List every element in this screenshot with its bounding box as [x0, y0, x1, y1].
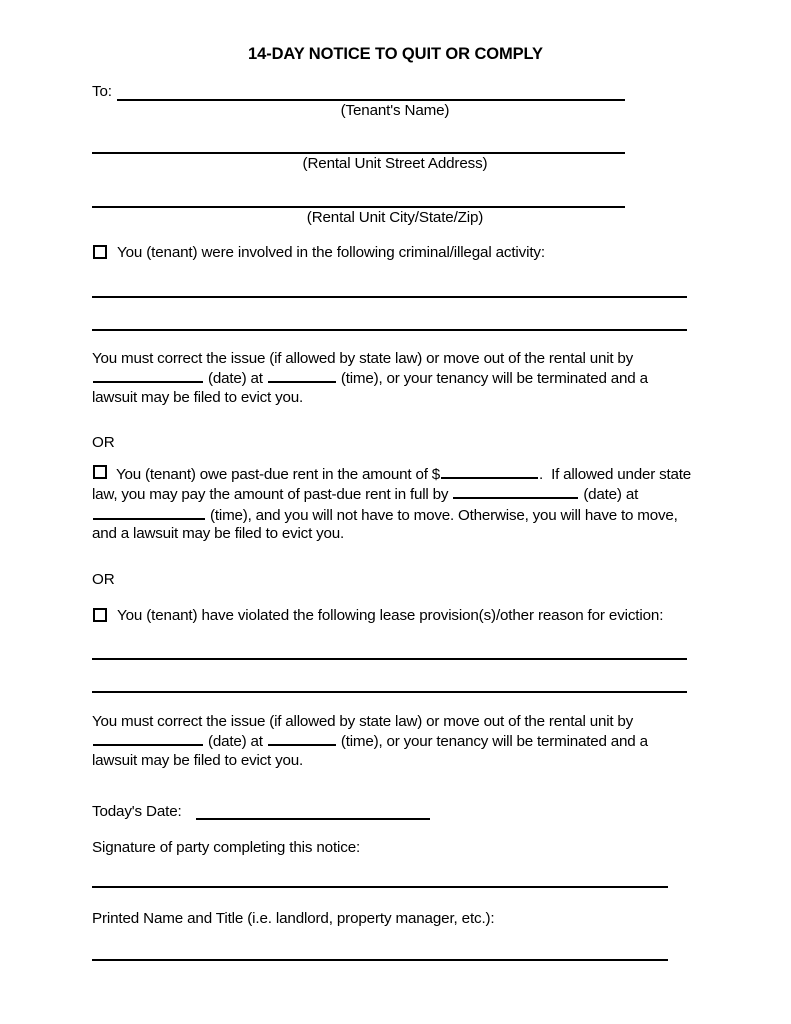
correct-paragraph-2: [92, 713, 692, 770]
criminal-activity-checkbox[interactable]: [93, 245, 107, 259]
tenant-name-caption: (Tenant's Name): [340, 102, 450, 119]
correct-paragraph-1-line1: You must correct the issue (if allowed by state law) or move out of the rental unit by: [92, 350, 634, 367]
todays-date-label: Today's Date:: [92, 803, 182, 820]
past-due-rent-seg5: (date): [583, 486, 622, 504]
past-due-rent-seg2: .: [538, 466, 544, 483]
todays-date-field-rule[interactable]: [196, 818, 430, 820]
correct-2-date-blank[interactable]: [93, 731, 203, 746]
past-due-rent-time-blank[interactable]: [93, 505, 205, 520]
past-due-rent-paragraph: [92, 464, 702, 544]
past-due-rent-seg3: If allowed under: [551, 466, 656, 483]
printed-name-field-rule[interactable]: [92, 959, 668, 961]
city-state-zip-caption: (Rental Unit City/State/Zip): [306, 209, 484, 226]
lease-violation-write-in-rule-2[interactable]: [92, 691, 687, 693]
correct-paragraph-2-time-label: (time), or your tenancy will be terminated and a: [340, 733, 648, 751]
or-separator-2: OR: [92, 571, 115, 588]
correct-paragraph-1-time-label: (time), or your tenancy will be terminated and a: [340, 370, 648, 388]
lease-violation-checkbox[interactable]: [93, 608, 107, 622]
criminal-activity-write-in-rule-1[interactable]: [92, 296, 687, 298]
correct-paragraph-2-line1: You must correct the issue (if allowed by state law) or move out of the rental unit by: [92, 713, 634, 730]
signature-label: Signature of party completing this notice:: [92, 839, 361, 856]
past-due-rent-seg9: move, and a lawsuit may be filed to evict you.: [92, 506, 678, 543]
past-due-rent-seg4: state law, you may pay the amount of past-due rent in full by: [92, 466, 692, 504]
page-title: 14-DAY NOTICE TO QUIT OR COMPLY: [248, 45, 543, 63]
correct-paragraph-1-date-label: (date) at: [208, 370, 263, 388]
correct-1-date-blank[interactable]: [93, 368, 203, 383]
street-address-field-rule[interactable]: [92, 152, 625, 154]
city-state-zip-field-rule[interactable]: [92, 206, 625, 208]
street-address-caption: (Rental Unit Street Address): [302, 155, 488, 172]
criminal-activity-label: You (tenant) were involved in the following criminal/illegal activity:: [117, 244, 545, 261]
printed-name-label: Printed Name and Title (i.e. landlord, property manager, etc.):: [92, 910, 495, 927]
past-due-rent-seg7: (time), and you will not have to move.: [210, 506, 454, 524]
to-label: To:: [92, 83, 112, 100]
past-due-rent-date-blank[interactable]: [453, 484, 578, 499]
tenant-name-field-rule[interactable]: [117, 99, 625, 101]
or-separator-1: OR: [92, 434, 115, 451]
correct-paragraph-2-date-label: (date) at: [208, 733, 263, 751]
past-due-rent-amount-blank[interactable]: [441, 464, 538, 479]
lease-violation-write-in-rule-1[interactable]: [92, 658, 687, 660]
lease-violation-label: You (tenant) have violated the following lease provision(s)/other reason for eviction:: [117, 607, 664, 624]
past-due-rent-seg1: You (tenant) owe past-due rent in the amount of $: [116, 466, 440, 483]
correct-paragraph-1: [92, 350, 692, 407]
criminal-activity-write-in-rule-2[interactable]: [92, 329, 687, 331]
correct-2-time-blank[interactable]: [268, 731, 336, 746]
correct-paragraph-2-line3: lawsuit may be filed to evict you.: [92, 751, 303, 769]
correct-1-time-blank[interactable]: [268, 368, 336, 383]
past-due-rent-seg8: Otherwise, you will have to: [458, 506, 634, 524]
correct-paragraph-1-line3: lawsuit may be filed to evict you.: [92, 388, 303, 406]
past-due-rent-seg6: at: [625, 486, 639, 504]
signature-field-rule[interactable]: [92, 886, 668, 888]
